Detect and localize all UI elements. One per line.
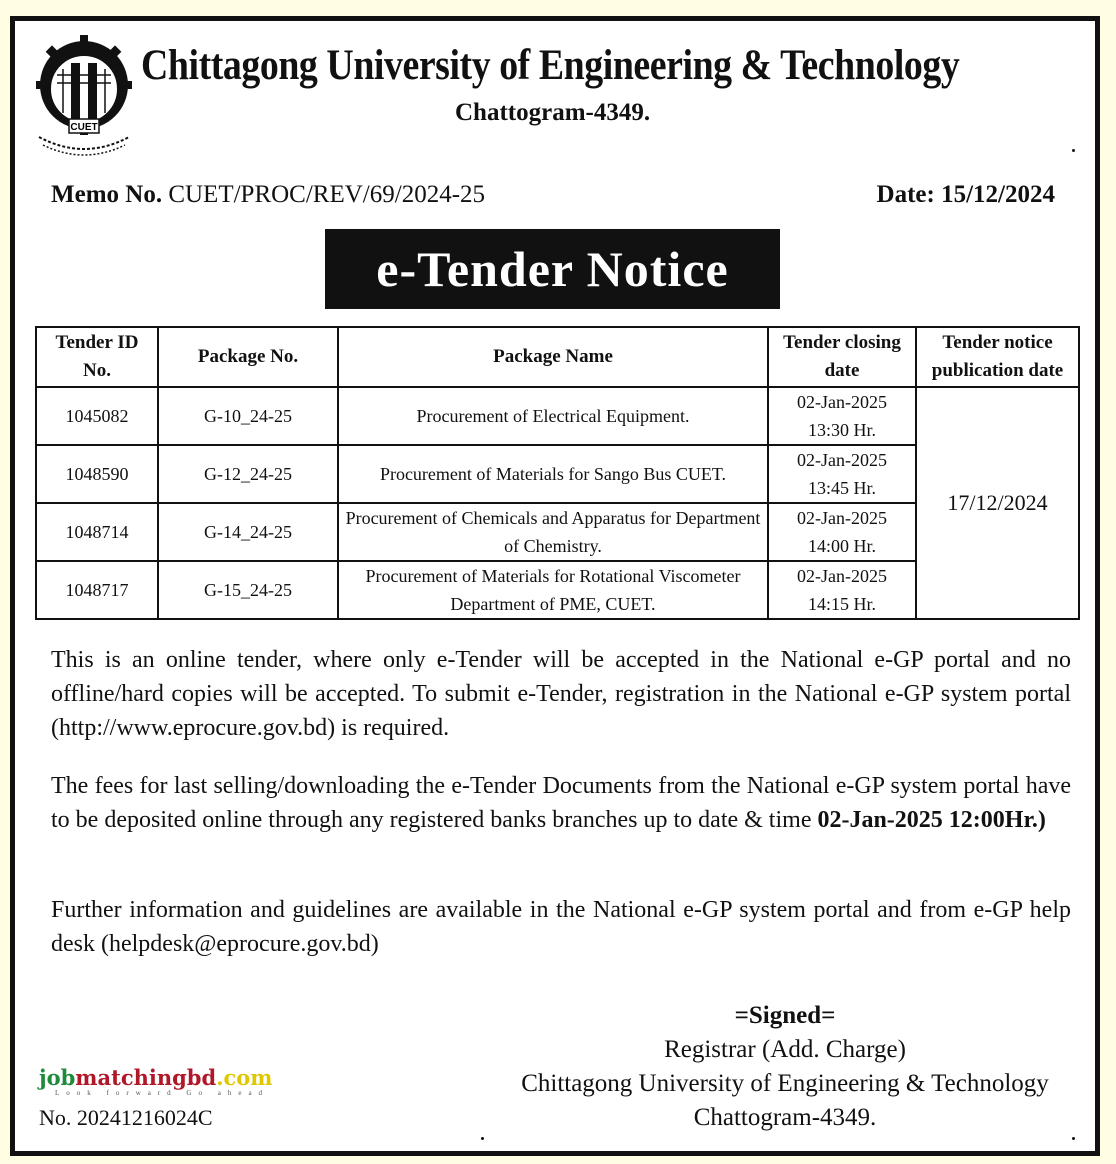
table-header-row <box>36 327 1079 387</box>
closing-date <box>768 503 916 561</box>
package-name: Procurement of Materials for Rotational Viscometer Department of PME, CUET. <box>338 561 768 619</box>
closing-date-value: 02-Jan-2025 <box>797 392 887 412</box>
package-name: Procurement of Chemicals and Apparatus for Department of Chemistry. <box>338 503 768 561</box>
publication-date: 17/12/2024 <box>916 387 1079 619</box>
package-no: G-10_24-25 <box>158 387 338 445</box>
svg-text:CUET: CUET <box>70 122 98 133</box>
header-package-name: Package Name <box>338 327 768 387</box>
brand-part-com: .com <box>216 1065 273 1090</box>
tender-id: 1048590 <box>36 445 158 503</box>
date-label: Date: <box>876 181 935 208</box>
cuet-logo-icon <box>33 33 135 161</box>
header-tender-id: Tender ID No. <box>36 327 158 387</box>
speck <box>1072 149 1075 152</box>
watermark-brand <box>39 1065 273 1090</box>
package-name: Procurement of Electrical Equipment. <box>338 387 768 445</box>
paragraph-further-info: Further information and guidelines are available in the National e-GP system portal and from e-GP help desk (helpdesk@eprocure.gov.bd) <box>51 897 1071 957</box>
memo-date <box>877 181 1055 209</box>
closing-time-value: 14:00 Hr. <box>807 536 876 556</box>
signed-mark: =Signed= <box>734 1002 836 1029</box>
table-row <box>36 387 1079 445</box>
paragraph-online-tender: This is an online tender, where only e-Tender will be accepted in the National e-GP portal and no offline/hard copies will be accepted. To submit e-Tender, registration in the National e-GP system portal (http://www.eprocure.gov.bd) is required. <box>51 647 1071 741</box>
memo-number <box>51 181 485 209</box>
package-no: G-15_24-25 <box>158 561 338 619</box>
fees-text: The fees for last selling/downloading the e-Tender Documents from the National e-GP system portal have to be deposited online through any registered banks branches up to date & time <box>51 773 1071 833</box>
package-no: G-14_24-25 <box>158 503 338 561</box>
paragraph-fees <box>51 769 1071 837</box>
institution-location: Chattogram-4349. <box>455 99 651 126</box>
closing-date <box>768 387 916 445</box>
institution-title: Chittagong University of Engineering & Technology <box>141 42 960 89</box>
closing-time-value: 13:45 Hr. <box>807 478 876 498</box>
tender-id: 1048717 <box>36 561 158 619</box>
closing-time-value: 14:15 Hr. <box>807 594 876 614</box>
closing-date-value: 02-Jan-2025 <box>797 508 887 528</box>
tender-table <box>35 326 1080 620</box>
brand-part-matching: matchingbd <box>75 1065 217 1090</box>
closing-date <box>768 445 916 503</box>
speck <box>481 1137 484 1140</box>
package-name: Procurement of Materials for Sango Bus CUET. <box>338 445 768 503</box>
header-closing-date: Tender closing date <box>768 327 916 387</box>
tender-notice-document <box>10 16 1100 1156</box>
memo-label: Memo No. <box>51 181 163 208</box>
header-package-no: Package No. <box>158 327 338 387</box>
reference-number: No. 20241216024C <box>39 1105 213 1130</box>
date-value: 15/12/2024 <box>941 181 1055 208</box>
speck <box>1072 1137 1075 1140</box>
closing-time-value: 13:30 Hr. <box>807 420 876 440</box>
memo-value: CUET/PROC/REV/69/2024-25 <box>168 181 486 208</box>
tender-id: 1048714 <box>36 503 158 561</box>
signatory-designation: Registrar (Add. Charge) <box>664 1036 906 1063</box>
fees-deadline: 02-Jan-2025 12:00Hr.) <box>817 807 1046 833</box>
closing-date-value: 02-Jan-2025 <box>797 566 887 586</box>
header-publication-date: Tender notice publication date <box>916 327 1079 387</box>
signatory-institution: Chittagong University of Engineering & Technology <box>521 1070 1049 1097</box>
signatory-location: Chattogram-4349. <box>693 1104 877 1131</box>
closing-date-value: 02-Jan-2025 <box>797 450 887 470</box>
package-no: G-12_24-25 <box>158 445 338 503</box>
signature-block <box>495 999 1075 1135</box>
tender-id: 1045082 <box>36 387 158 445</box>
notice-banner: e-Tender Notice <box>325 229 780 309</box>
brand-tagline: Look forward Go ahead <box>55 1089 270 1097</box>
closing-date <box>768 561 916 619</box>
brand-part-job: job <box>39 1065 76 1090</box>
